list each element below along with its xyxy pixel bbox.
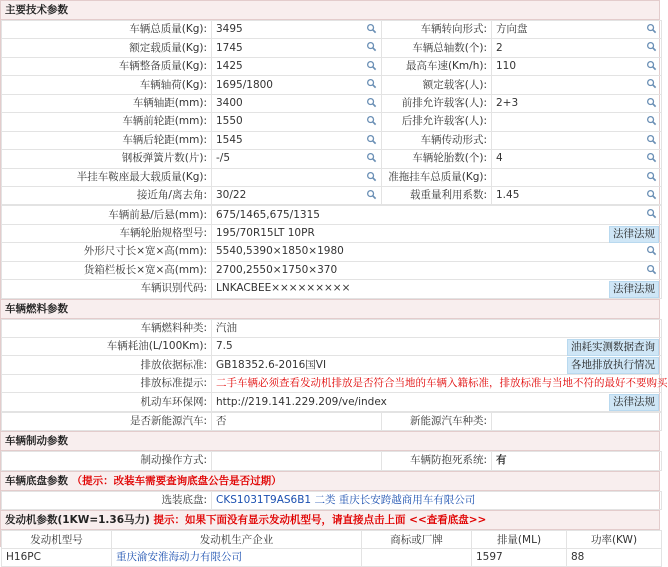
spec-value <box>492 150 662 168</box>
brake-params-table <box>1 451 662 470</box>
info-button[interactable]: 法律法规 <box>609 226 659 243</box>
spec-label: 货箱栏板长×宽×高(mm): <box>2 261 212 279</box>
spec-value <box>212 76 382 94</box>
spec-value-text: 1545 <box>216 133 243 146</box>
chassis-title: 车辆底盘参数 <box>5 474 68 487</box>
section-fuel-params: 车辆燃料参数 <box>1 299 659 319</box>
spec-value <box>212 374 668 392</box>
spec-value-text: 1745 <box>216 41 243 54</box>
new-energy-type-label: 新能源汽车种类: <box>382 412 492 430</box>
spec-value <box>492 131 662 149</box>
spec-row <box>2 319 662 337</box>
spec-value <box>212 150 382 168</box>
spec-label: 车辆整备质量(Kg): <box>2 57 212 75</box>
spec-value-text: 3400 <box>216 96 243 109</box>
spec-value-text: 30/22 <box>216 189 247 202</box>
spec-label: 车辆转向形式: <box>382 21 492 39</box>
chassis-table <box>1 491 662 510</box>
spec-row <box>2 280 662 298</box>
spec-value <box>212 57 382 75</box>
spec-label: 车辆轴荷(Kg): <box>2 76 212 94</box>
engine-title: 发动机参数(1KW=1.36马力) <box>5 514 150 527</box>
engine-displacement: 1597 <box>472 549 567 567</box>
engine-model: H16PC <box>2 549 112 567</box>
spec-value <box>212 280 662 298</box>
spec-value-text: GB18352.6-2016国VI <box>216 358 327 371</box>
spec-row <box>2 356 662 374</box>
new-energy-table <box>1 412 662 431</box>
fuel-params-table <box>1 319 668 412</box>
spec-value-text: 1.45 <box>496 189 520 202</box>
section-engine-params <box>1 510 659 530</box>
spec-label: 准拖挂车总质量(Kg): <box>382 168 492 186</box>
spec-label: 最高车速(Km/h): <box>382 57 492 75</box>
spec-value <box>212 356 662 374</box>
spec-value <box>212 243 662 261</box>
spec-value <box>492 21 662 39</box>
engine-note: 提示：如果下面没有显示发动机型号，请直接点击上面 <box>153 514 406 527</box>
spec-label: 车辆耗油(L/100Km): <box>2 338 212 356</box>
spec-label: 额定载质量(Kg): <box>2 39 212 57</box>
spec-value <box>212 131 382 149</box>
spec-value-text: 1550 <box>216 115 243 128</box>
abs-label: 车辆防抱死系统: <box>382 452 492 470</box>
spec-value <box>212 338 662 356</box>
spec-row <box>2 338 662 356</box>
spec-label: 车辆轮胎数(个): <box>382 150 492 168</box>
spec-value <box>212 168 382 186</box>
engine-col-model: 发动机型号 <box>2 531 112 549</box>
spec-row <box>2 261 662 279</box>
spec-value-text: 方向盘 <box>496 23 528 36</box>
spec-row <box>2 206 662 224</box>
spec-value-text: 110 <box>496 60 517 73</box>
spec-label: 车辆前轮距(mm): <box>2 113 212 131</box>
spec-value <box>212 94 382 112</box>
spec-label: 车辆传动形式: <box>382 131 492 149</box>
new-energy-type-value <box>492 412 662 430</box>
engine-power: 88 <box>567 549 662 567</box>
chassis-label: 选装底盘: <box>2 491 212 509</box>
wide-params-table <box>1 205 662 298</box>
spec-label: 后排允许载客(人): <box>382 113 492 131</box>
spec-row <box>2 76 662 94</box>
spec-value <box>492 113 662 131</box>
spec-value <box>212 113 382 131</box>
section-brake-params: 车辆制动参数 <box>1 431 659 451</box>
spec-row <box>2 374 662 392</box>
spec-value-text: 1425 <box>216 60 243 73</box>
spec-label: 外形尺寸长×宽×高(mm): <box>2 243 212 261</box>
spec-label: 机动车环保网: <box>2 393 212 411</box>
spec-value-text: 4 <box>496 152 503 165</box>
chassis-value <box>212 491 662 509</box>
abs-value: 有 <box>492 452 662 470</box>
chassis-note: （提示：改装车需要查询底盘公告是否过期） <box>71 474 282 487</box>
spec-value-text: 二手车辆必须查看发动机排放是否符合当地的车辆入籍标准，排放标准与当地不符的最好不要购买 <box>216 377 668 390</box>
spec-value-text: 2+3 <box>496 96 519 109</box>
spec-value <box>212 21 382 39</box>
section-main-params: 主要技术参数 <box>1 0 659 20</box>
spec-row <box>2 113 662 131</box>
section-chassis-params <box>1 471 659 491</box>
spec-row <box>2 186 662 204</box>
spec-label: 钢板弹簧片数(片): <box>2 150 212 168</box>
spec-label: 车辆总质量(Kg): <box>2 21 212 39</box>
info-button[interactable]: 各地排放执行情况 <box>567 357 659 374</box>
spec-label: 车辆识别代码: <box>2 280 212 298</box>
chassis-link[interactable]: CKS1031T9AS6B1 二类 重庆长安跨越商用车有限公司 <box>216 493 476 506</box>
spec-value-text: 1695/1800 <box>216 78 273 91</box>
engine-maker <box>112 549 362 567</box>
spec-row <box>2 57 662 75</box>
spec-value <box>492 94 662 112</box>
spec-label: 半挂车鞍座最大载质量(Kg): <box>2 168 212 186</box>
spec-label: 额定载客(人): <box>382 76 492 94</box>
spec-value <box>212 206 662 224</box>
engine-brand <box>362 549 472 567</box>
spec-value-text: LNKACBEE××××××××× <box>216 282 351 295</box>
spec-row <box>2 243 662 261</box>
spec-row <box>2 21 662 39</box>
spec-label: 载重量利用系数: <box>382 186 492 204</box>
spec-label: 车辆总轴数(个): <box>382 39 492 57</box>
spec-value-text: http://219.141.229.209/ve/index <box>216 395 387 408</box>
spec-label: 前排允许载客(人): <box>382 94 492 112</box>
engine-col-power: 功率(KW) <box>567 531 662 549</box>
spec-value <box>212 393 662 411</box>
brake-mode-label: 制动操作方式: <box>2 452 212 470</box>
spec-value <box>492 186 662 204</box>
spec-row <box>2 131 662 149</box>
spec-label: 车辆轴距(mm): <box>2 94 212 112</box>
spec-value <box>212 261 662 279</box>
main-params-table <box>1 20 662 205</box>
spec-label: 排放依据标准: <box>2 356 212 374</box>
spec-value-text: 195/70R15LT 10PR <box>216 227 315 240</box>
spec-label: 车辆前悬/后悬(mm): <box>2 206 212 224</box>
engine-maker-link[interactable]: 重庆渝安淮海动力有限公司 <box>116 551 242 564</box>
engine-table <box>1 530 662 567</box>
info-button[interactable]: 法律法规 <box>609 394 659 411</box>
spec-row <box>2 224 662 242</box>
spec-value <box>492 168 662 186</box>
spec-value <box>492 76 662 94</box>
spec-value <box>492 39 662 57</box>
view-chassis-link[interactable]: <<查看底盘>> <box>409 514 487 527</box>
spec-value-text: 2 <box>496 41 503 54</box>
spec-row <box>2 150 662 168</box>
brake-mode-value <box>212 452 382 470</box>
info-button[interactable]: 法律法规 <box>609 281 659 298</box>
engine-col-brand: 商标或厂牌 <box>362 531 472 549</box>
new-energy-label: 是否新能源汽车: <box>2 412 212 430</box>
spec-label: 车辆燃料种类: <box>2 319 212 337</box>
spec-value-text: 675/1465,675/1315 <box>216 208 320 221</box>
spec-value-text: 7.5 <box>216 340 233 353</box>
spec-label: 车辆后轮距(mm): <box>2 131 212 149</box>
spec-row <box>2 393 662 411</box>
spec-label: 接近角/离去角: <box>2 186 212 204</box>
engine-col-maker: 发动机生产企业 <box>112 531 362 549</box>
spec-value <box>212 224 662 242</box>
new-energy-value: 否 <box>212 412 382 430</box>
spec-label: 排放标准提示: <box>2 374 212 392</box>
spec-value <box>212 186 382 204</box>
spec-value-text: 3495 <box>216 23 243 36</box>
spec-row <box>2 94 662 112</box>
spec-value-text: 5540,5390×1850×1980 <box>216 245 344 258</box>
spec-value-text: -/5 <box>216 152 231 165</box>
spec-label: 车辆轮胎规格型号: <box>2 224 212 242</box>
engine-col-displacement: 排量(ML) <box>472 531 567 549</box>
engine-row <box>2 549 662 567</box>
info-button[interactable]: 油耗实测数据查询 <box>567 339 659 356</box>
spec-value-text: 汽油 <box>216 321 237 334</box>
spec-value-text: 2700,2550×1750×370 <box>216 263 338 276</box>
spec-value <box>212 39 382 57</box>
spec-row <box>2 168 662 186</box>
spec-row <box>2 39 662 57</box>
spec-value <box>212 319 662 337</box>
spec-value <box>492 57 662 75</box>
